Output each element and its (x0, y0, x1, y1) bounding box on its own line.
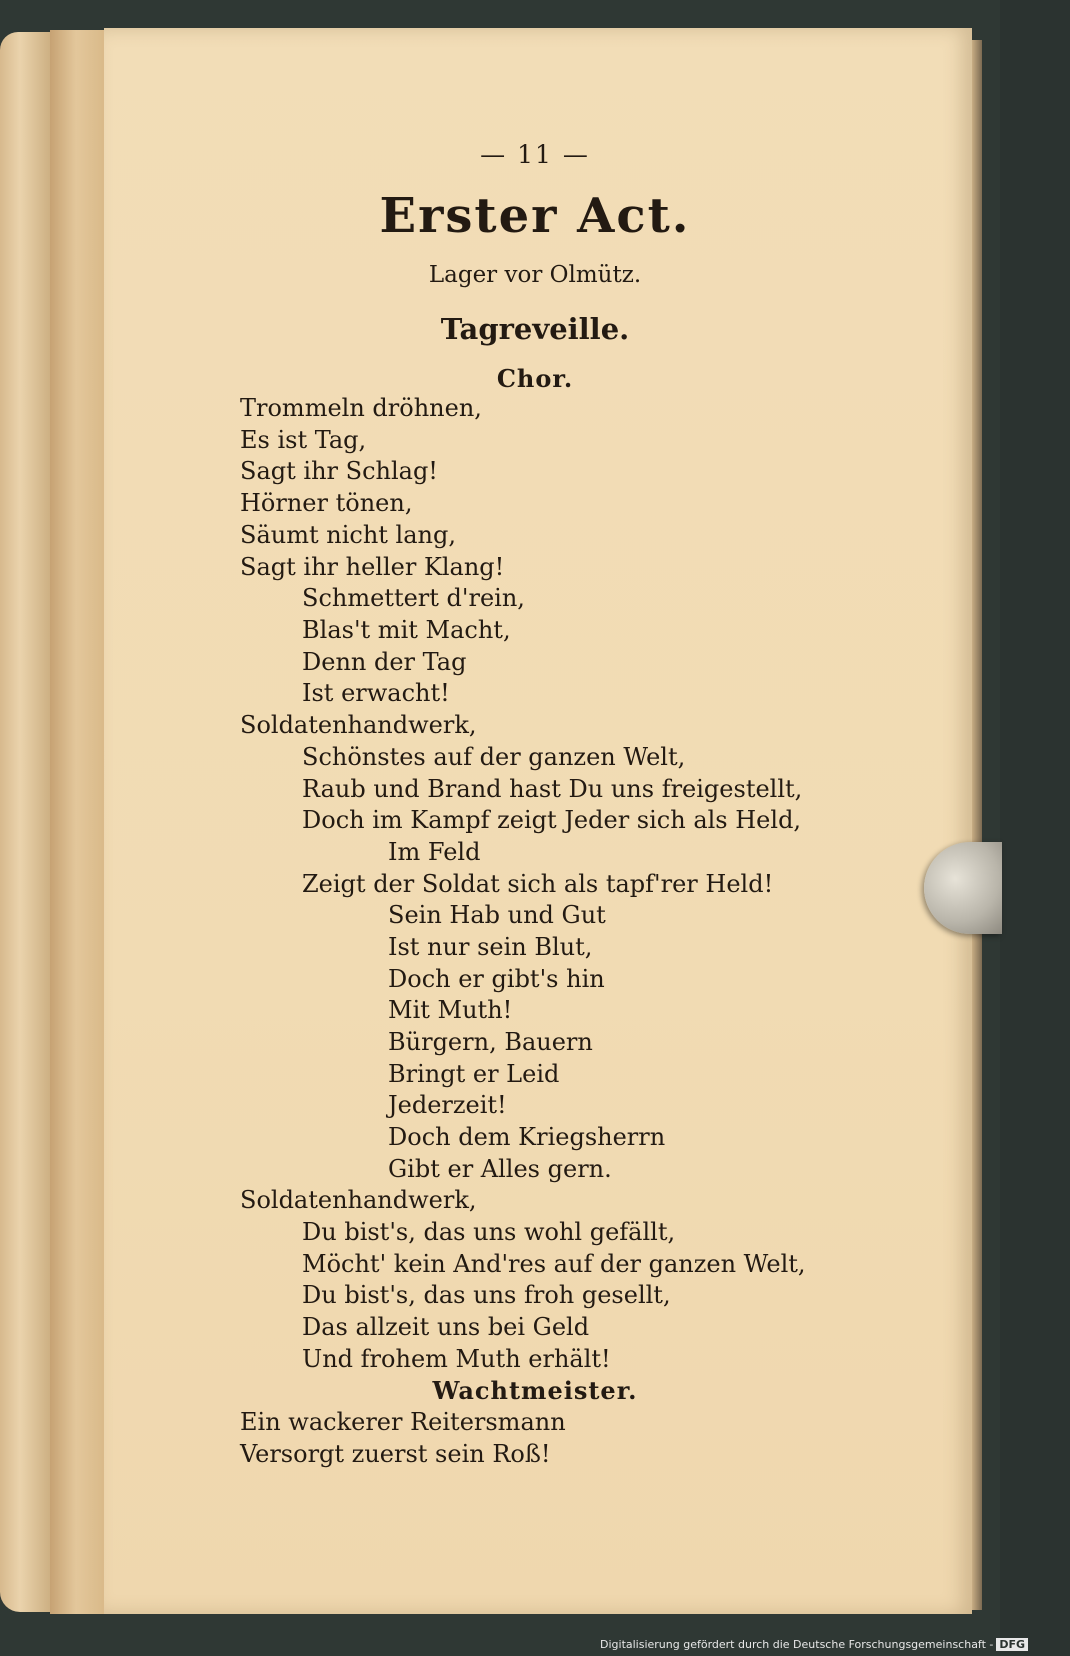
credit-text: Digitalisierung gefördert durch die Deutsche Forschungsgemeinschaft - (600, 1638, 994, 1651)
verse-line: Sagt ihr heller Klang! (240, 553, 505, 581)
digitization-credit (600, 1638, 1026, 1656)
verse-line: Bürgern, Bauern (388, 1028, 593, 1056)
verse-line: Möcht' kein And'res auf der ganzen Welt, (302, 1250, 806, 1278)
verse-line: Das allzeit uns bei Geld (302, 1313, 590, 1341)
section-title: Tagreveille. (440, 312, 630, 346)
verse-line: Soldatenhandwerk, (240, 1186, 477, 1214)
verse-line: Blas't mit Macht, (302, 616, 511, 644)
verse-line: Hörner tönen, (240, 489, 413, 517)
verse-line: Du bist's, das uns wohl gefällt, (302, 1218, 676, 1246)
verse-line: Sagt ihr Schlag! (240, 457, 438, 485)
speaker-heading: Chor. (496, 364, 574, 393)
verse-line: Bringt er Leid (388, 1060, 560, 1088)
verse-line: Ist erwacht! (302, 679, 450, 707)
verse-line: Doch dem Kriegsherrn (388, 1123, 666, 1151)
verse-line: Im Feld (388, 838, 481, 866)
dfg-logo: DFG (996, 1638, 1028, 1651)
verse-line: Raub und Brand hast Du uns freigestellt, (302, 775, 803, 803)
verse-line: Mit Muth! (388, 996, 513, 1024)
speaker-heading: Wachtmeister. (432, 1376, 638, 1405)
scene-location: Lager vor Olmütz. (428, 262, 642, 288)
verse-line: Jederzeit! (388, 1091, 507, 1119)
page-number: — 11 — (480, 140, 590, 169)
verse-line: Soldatenhandwerk, (240, 711, 477, 739)
verse-line: Ein wackerer Reitersmann (240, 1408, 566, 1436)
verse-line: Denn der Tag (302, 648, 467, 676)
verse-line: Sein Hab und Gut (388, 901, 606, 929)
verse-line: Zeigt der Soldat sich als tapf'rer Held! (302, 870, 774, 898)
verse-line: Versorgt zuerst sein Roß! (240, 1440, 551, 1468)
verse-line: Und frohem Muth erhält! (302, 1345, 611, 1373)
act-title: Erster Act. (379, 188, 691, 244)
verse-line: Schönstes auf der ganzen Welt, (302, 743, 686, 771)
verse-line: Trommeln dröhnen, (240, 394, 482, 422)
verse-line: Es ist Tag, (240, 426, 367, 454)
verse-line: Doch im Kampf zeigt Jeder sich als Held, (302, 806, 802, 834)
verse-line: Säumt nicht lang, (240, 521, 456, 549)
verse-line: Du bist's, das uns froh gesellt, (302, 1281, 671, 1309)
verse-line: Doch er gibt's hin (388, 965, 605, 993)
verse-line: Gibt er Alles gern. (388, 1155, 612, 1183)
verse-line: Schmettert d'rein, (302, 584, 525, 612)
verse-line: Ist nur sein Blut, (388, 933, 593, 961)
